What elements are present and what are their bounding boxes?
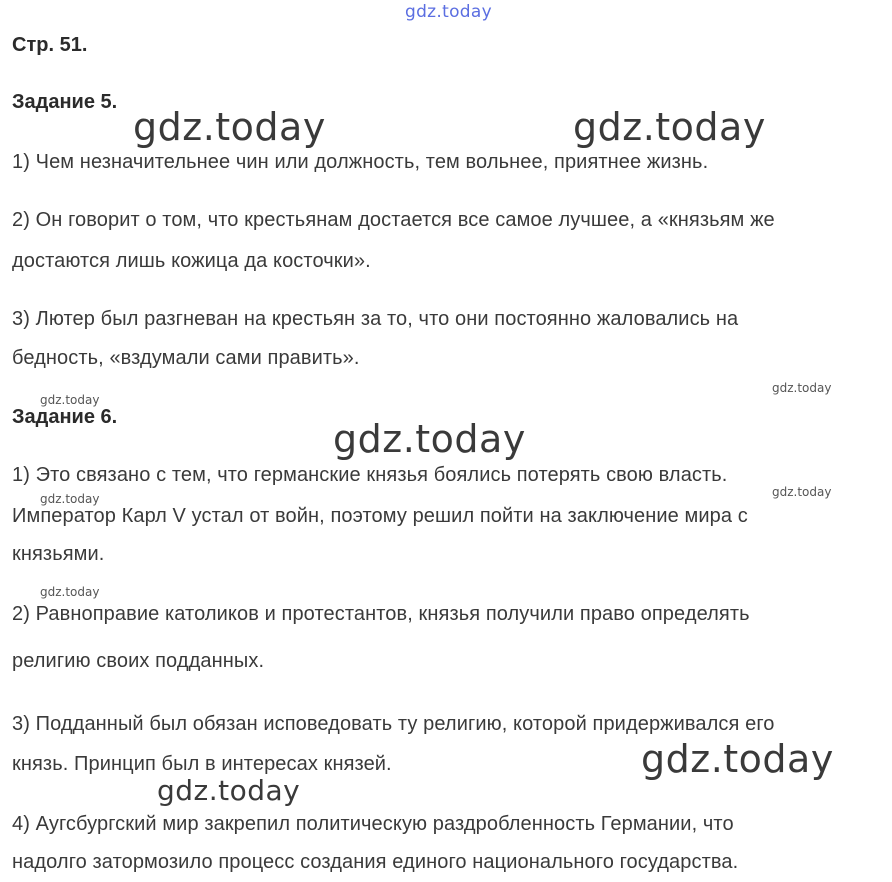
task6-line: религию своих подданных. bbox=[12, 650, 265, 672]
task6-heading: Задание 6. bbox=[12, 406, 118, 428]
task6-line: 4) Аугсбургский мир закрепил политическую раздробленность Германии, что bbox=[12, 813, 734, 835]
watermark-small: gdz.today bbox=[40, 492, 100, 506]
watermark-large: gdz.today bbox=[641, 737, 834, 781]
task5-line: 2) Он говорит о том, что крестьянам достается все самое лучшее, а «князьям же bbox=[12, 209, 775, 231]
watermark-large: gdz.today bbox=[573, 105, 766, 149]
task6-line: Император Карл V устал от войн, поэтому решил пойти на заключение мира с bbox=[12, 505, 748, 527]
task5-heading: Задание 5. bbox=[12, 91, 118, 113]
task6-line: 3) Подданный был обязан исповедовать ту религию, которой придерживался его bbox=[12, 713, 775, 735]
task6-line: 1) Это связано с тем, что германские князья боялись потерять свою власть. bbox=[12, 464, 728, 486]
watermark-top: gdz.today bbox=[405, 2, 492, 22]
task6-line: 2) Равноправие католиков и протестантов, князья получили право определять bbox=[12, 603, 750, 625]
watermark-small: gdz.today bbox=[40, 585, 100, 599]
task5-line: бедность, «вздумали сами править». bbox=[12, 347, 360, 369]
task6-line: князьями. bbox=[12, 543, 105, 565]
watermark-small: gdz.today bbox=[772, 381, 832, 395]
watermark-large: gdz.today bbox=[157, 774, 301, 807]
watermark-large: gdz.today bbox=[133, 105, 326, 149]
task5-line: достаются лишь кожица да косточки». bbox=[12, 250, 371, 272]
watermark-small: gdz.today bbox=[40, 393, 100, 407]
task5-line: 1) Чем незначительнее чин или должность, тем вольнее, приятнее жизнь. bbox=[12, 151, 709, 173]
task6-line: князь. Принцип был в интересах князей. bbox=[12, 753, 392, 775]
task5-line: 3) Лютер был разгневан на крестьян за то, что они постоянно жаловались на bbox=[12, 308, 739, 330]
watermark-large: gdz.today bbox=[333, 417, 526, 461]
watermark-small: gdz.today bbox=[772, 485, 832, 499]
task6-line: надолго затормозило процесс создания единого национального государства. bbox=[12, 851, 739, 873]
page-number: Стр. 51. bbox=[12, 34, 88, 56]
